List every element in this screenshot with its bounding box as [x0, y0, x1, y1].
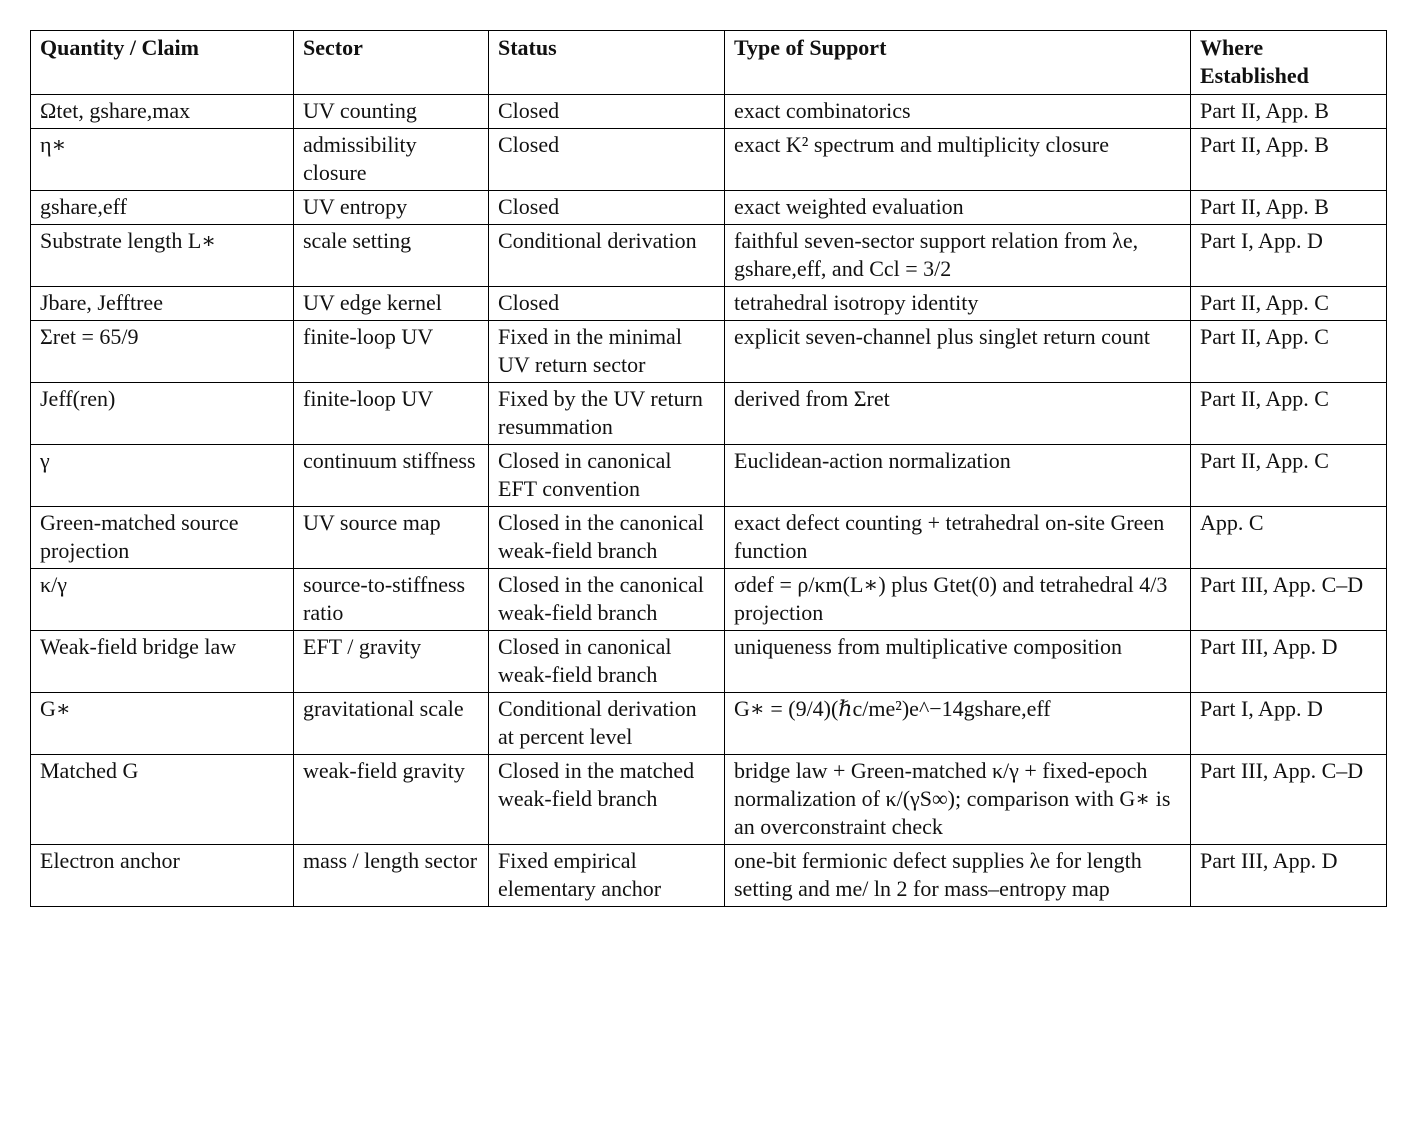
header-where: Where Established — [1191, 31, 1387, 95]
cell-where: Part II, App. C — [1191, 445, 1387, 507]
cell-sector: continuum stiffness — [294, 445, 489, 507]
cell-status: Fixed by the UV return resummation — [489, 383, 725, 445]
cell-sector: UV edge kernel — [294, 287, 489, 321]
cell-support: σdef = ρ/κm(L∗) plus Gtet(0) and tetrahedral 4/3 projection — [725, 569, 1191, 631]
table-row — [31, 321, 1387, 383]
cell-status: Fixed empirical elementary anchor — [489, 845, 725, 907]
cell-where: Part II, App. B — [1191, 191, 1387, 225]
cell-sector: source-to-stiffness ratio — [294, 569, 489, 631]
cell-sector: EFT / gravity — [294, 631, 489, 693]
cell-support: uniqueness from multiplicative composition — [725, 631, 1191, 693]
cell-quantity: Substrate length L∗ — [31, 225, 294, 287]
table-row — [31, 845, 1387, 907]
status-table — [30, 30, 1387, 907]
cell-sector: scale setting — [294, 225, 489, 287]
cell-sector: weak-field gravity — [294, 755, 489, 845]
cell-status: Closed — [489, 191, 725, 225]
cell-quantity: Green-matched source projection — [31, 507, 294, 569]
cell-quantity: Electron anchor — [31, 845, 294, 907]
cell-quantity: η∗ — [31, 129, 294, 191]
cell-support: faithful seven-sector support relation from λe, gshare,eff, and Ccl = 3/2 — [725, 225, 1191, 287]
table-row — [31, 129, 1387, 191]
cell-status: Closed — [489, 95, 725, 129]
cell-where: Part III, App. C–D — [1191, 569, 1387, 631]
cell-where: Part III, App. D — [1191, 845, 1387, 907]
cell-where: Part III, App. C–D — [1191, 755, 1387, 845]
cell-support: exact weighted evaluation — [725, 191, 1191, 225]
cell-quantity: γ — [31, 445, 294, 507]
cell-quantity: Jeff(ren) — [31, 383, 294, 445]
table-row — [31, 225, 1387, 287]
cell-where: Part II, App. C — [1191, 383, 1387, 445]
header-row — [31, 31, 1387, 95]
header-quantity: Quantity / Claim — [31, 31, 294, 95]
cell-status: Closed — [489, 287, 725, 321]
cell-support: exact combinatorics — [725, 95, 1191, 129]
cell-quantity: G∗ — [31, 693, 294, 755]
cell-support: one-bit fermionic defect supplies λe for length setting and me/ ln 2 for mass–entropy map — [725, 845, 1191, 907]
table-row — [31, 445, 1387, 507]
cell-support: derived from Σret — [725, 383, 1191, 445]
cell-status: Closed in canonical EFT convention — [489, 445, 725, 507]
cell-status: Fixed in the minimal UV return sector — [489, 321, 725, 383]
cell-status: Closed in the canonical weak-field branch — [489, 569, 725, 631]
cell-where: Part I, App. D — [1191, 693, 1387, 755]
cell-support: G∗ = (9/4)(ℏc/me²)e^−14gshare,eff — [725, 693, 1191, 755]
header-sector: Sector — [294, 31, 489, 95]
header-status: Status — [489, 31, 725, 95]
cell-support: bridge law + Green-matched κ/γ + fixed-epoch normalization of κ/(γS∞); comparison with G∗ is an overconstraint check — [725, 755, 1191, 845]
cell-sector: UV counting — [294, 95, 489, 129]
cell-sector: admissibility closure — [294, 129, 489, 191]
cell-where: Part II, App. B — [1191, 129, 1387, 191]
cell-sector: gravitational scale — [294, 693, 489, 755]
cell-status: Closed in the canonical weak-field branch — [489, 507, 725, 569]
table-row — [31, 693, 1387, 755]
table-row — [31, 569, 1387, 631]
cell-quantity: κ/γ — [31, 569, 294, 631]
cell-status: Conditional derivation at percent level — [489, 693, 725, 755]
cell-where: Part II, App. B — [1191, 95, 1387, 129]
cell-quantity: Weak-field bridge law — [31, 631, 294, 693]
cell-where: Part II, App. C — [1191, 287, 1387, 321]
cell-where: Part I, App. D — [1191, 225, 1387, 287]
cell-status: Closed — [489, 129, 725, 191]
cell-sector: finite-loop UV — [294, 383, 489, 445]
cell-quantity: Σret = 65/9 — [31, 321, 294, 383]
table-row — [31, 191, 1387, 225]
cell-support: exact defect counting + tetrahedral on-site Green function — [725, 507, 1191, 569]
table-row — [31, 287, 1387, 321]
cell-sector: finite-loop UV — [294, 321, 489, 383]
table-row — [31, 755, 1387, 845]
cell-support: explicit seven-channel plus singlet return count — [725, 321, 1191, 383]
cell-support: tetrahedral isotropy identity — [725, 287, 1191, 321]
cell-sector: UV source map — [294, 507, 489, 569]
cell-status: Conditional derivation — [489, 225, 725, 287]
table-row — [31, 95, 1387, 129]
cell-where: App. C — [1191, 507, 1387, 569]
cell-quantity: gshare,eff — [31, 191, 294, 225]
table-row — [31, 507, 1387, 569]
cell-sector: mass / length sector — [294, 845, 489, 907]
cell-quantity: Ωtet, gshare,max — [31, 95, 294, 129]
cell-status: Closed in the matched weak-field branch — [489, 755, 725, 845]
cell-status: Closed in canonical weak-field branch — [489, 631, 725, 693]
cell-where: Part III, App. D — [1191, 631, 1387, 693]
cell-support: Euclidean-action normalization — [725, 445, 1191, 507]
cell-quantity: Matched G — [31, 755, 294, 845]
table-row — [31, 631, 1387, 693]
cell-quantity: Jbare, Jefftree — [31, 287, 294, 321]
cell-sector: UV entropy — [294, 191, 489, 225]
table-row — [31, 383, 1387, 445]
header-support: Type of Support — [725, 31, 1191, 95]
cell-where: Part II, App. C — [1191, 321, 1387, 383]
cell-support: exact K² spectrum and multiplicity closure — [725, 129, 1191, 191]
